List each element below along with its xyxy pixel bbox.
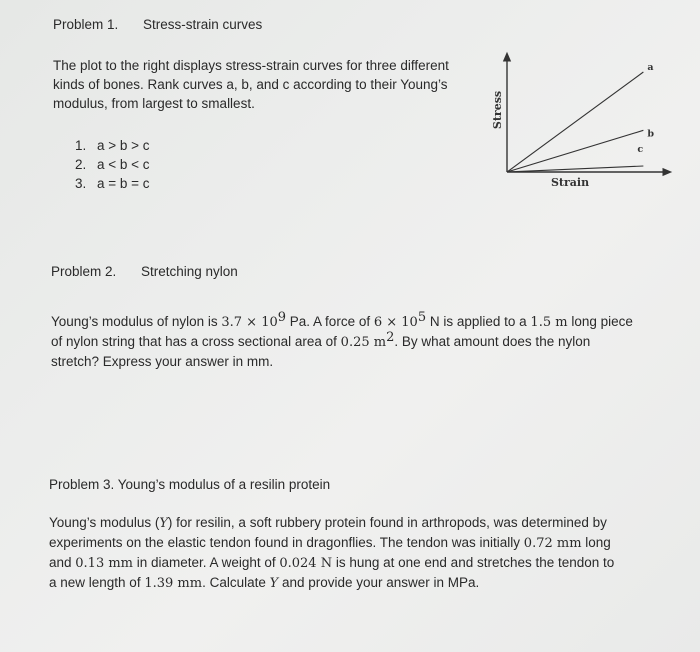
- text: . By what amount does the nylon: [394, 334, 591, 349]
- series-line-b: [507, 130, 643, 172]
- option-text: a > b > c: [97, 138, 150, 153]
- option-2: [75, 155, 150, 174]
- option-number: 3.: [75, 176, 87, 191]
- text: ) for resilin, a soft rubbery protein found in arthropods, was determined by: [167, 515, 607, 530]
- exponent: 9: [277, 310, 287, 325]
- text: in diameter. A weight of: [133, 555, 280, 570]
- stress-strain-chart: [485, 50, 675, 195]
- series-label-c: c: [637, 144, 644, 155]
- math: 0.72 mm: [523, 536, 582, 551]
- problem2-title: Stretching nylon: [141, 264, 238, 279]
- text: long: [581, 535, 611, 550]
- text: N is applied to a: [426, 314, 531, 329]
- text: a new length of: [49, 575, 145, 590]
- math: 0.13 mm: [75, 556, 134, 571]
- text: stretch? Express your answer in mm.: [51, 354, 274, 369]
- text: Young’s modulus (: [49, 515, 160, 530]
- math: 1.39 mm: [144, 576, 203, 591]
- problem1-number: Problem 1.: [53, 17, 119, 32]
- math: 0.024 N: [279, 556, 333, 571]
- problem3-body: [49, 513, 614, 593]
- y-axis-label: Stress: [491, 90, 504, 130]
- x-axis-label: Strain: [550, 176, 590, 189]
- series-label-a: a: [647, 62, 654, 73]
- problem1-title: Stress-strain curves: [143, 17, 263, 32]
- text: and: [49, 555, 76, 570]
- text: experiments on the elastic tendon found in dragonflies. The tendon was initially: [49, 535, 524, 550]
- math: 0.25 m: [340, 335, 387, 350]
- option-number: 1.: [75, 138, 87, 153]
- problem1-body-line: The plot to the right displays stress-strain curves for three different: [53, 58, 449, 73]
- problem1-heading: [53, 15, 262, 34]
- exponent: 5: [417, 310, 427, 325]
- text: of nylon string that has a cross sectional area of: [51, 334, 341, 349]
- math: Y: [159, 516, 168, 531]
- problem3-heading: Problem 3. Young’s modulus of a resilin protein: [49, 477, 331, 492]
- series-label-b: b: [647, 128, 655, 140]
- option-1: [75, 136, 150, 155]
- math: Y: [269, 576, 279, 591]
- problem1-body-line: modulus, from largest to smallest.: [53, 96, 255, 111]
- text: is hung at one end and stretches the tendon to: [332, 555, 615, 570]
- series-line-a: [507, 72, 643, 172]
- problem2-heading: [51, 262, 238, 281]
- problem1-body: [53, 56, 449, 113]
- option-text: a < b < c: [97, 157, 150, 172]
- problem1-body-line: kinds of bones. Rank curves a, b, and c according to their Young’s: [53, 77, 448, 92]
- option-3: [75, 174, 150, 193]
- option-text: a = b = c: [97, 176, 150, 191]
- text: Pa. A force of: [286, 314, 374, 329]
- text: Young’s modulus of nylon is: [51, 314, 222, 329]
- math: 6 × 10: [373, 315, 418, 330]
- problem2-number: Problem 2.: [51, 264, 117, 279]
- text: long piece: [567, 314, 633, 329]
- math: 3.7 × 10: [221, 315, 278, 330]
- problem2-body: [51, 312, 633, 371]
- series-line-c: [507, 166, 643, 172]
- exponent: 2: [386, 330, 395, 345]
- text: and provide your answer in MPa.: [278, 575, 480, 590]
- option-number: 2.: [75, 157, 87, 172]
- problem1-options: [75, 136, 150, 193]
- text: . Calculate: [202, 575, 270, 590]
- math: 1.5 m: [530, 315, 568, 330]
